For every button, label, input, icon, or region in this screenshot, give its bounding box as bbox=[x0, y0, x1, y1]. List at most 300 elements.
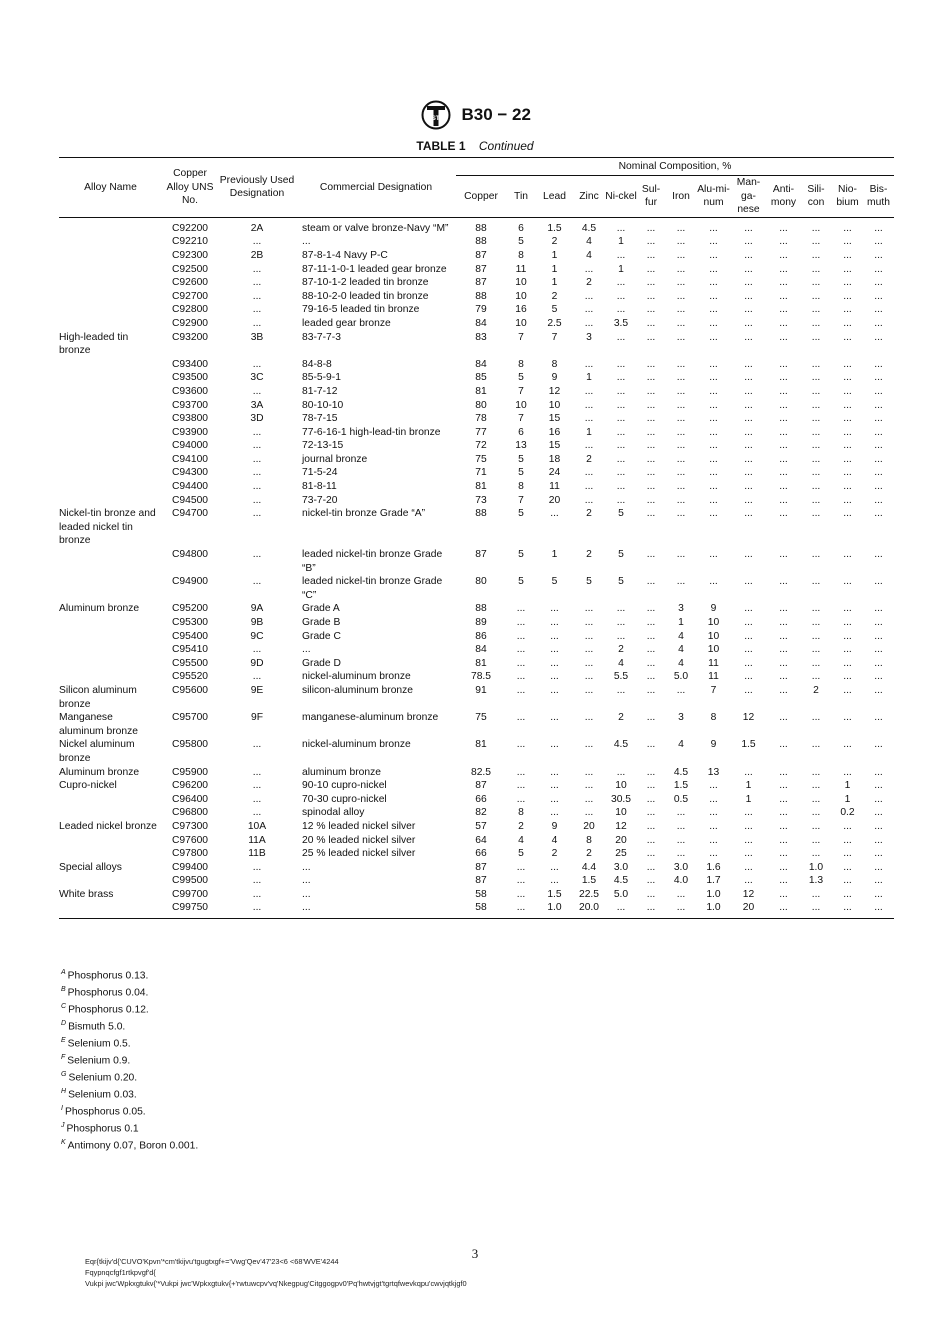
cell-value: 2 bbox=[551, 848, 558, 860]
cell-value: ... bbox=[584, 657, 594, 669]
cell-value: ... bbox=[676, 399, 686, 411]
cell-value: ... bbox=[811, 440, 821, 452]
table-row bbox=[59, 684, 894, 711]
cell-value: ... bbox=[863, 901, 894, 918]
cell-value: ... bbox=[874, 277, 883, 289]
cell-value: 1 bbox=[551, 263, 558, 275]
cell-alloy-name bbox=[59, 263, 162, 277]
cell-value: ... bbox=[646, 385, 656, 397]
cell-value: ... bbox=[811, 426, 821, 438]
cell-value: 4.0 bbox=[673, 875, 689, 887]
cell-value: 80 bbox=[475, 399, 487, 411]
cell-value: ... bbox=[516, 780, 526, 792]
cell-value: 2 bbox=[813, 684, 819, 696]
cell-value: ... bbox=[646, 290, 656, 302]
cell-value: ... bbox=[709, 508, 718, 520]
cell-value: ... bbox=[779, 820, 788, 832]
cell-value: ... bbox=[811, 739, 821, 751]
cell-commercial: 83-7-7-3 bbox=[302, 331, 341, 343]
cell-value: ... bbox=[709, 372, 718, 384]
cell-value: 6 bbox=[518, 426, 524, 438]
page-number: 3 bbox=[471, 1246, 479, 1261]
table-row bbox=[59, 507, 894, 548]
cell-uns: C95900 bbox=[171, 766, 209, 778]
cell-alloy-name: Cupro-nickel bbox=[59, 780, 117, 792]
cell-commercial: ... bbox=[296, 901, 456, 918]
cell-alloy-name: Nickel-tin bronze and leaded nickel tin bronze bbox=[59, 508, 156, 547]
cell-value: ... bbox=[646, 549, 656, 561]
cell-value: ... bbox=[616, 494, 626, 506]
cell-commercial: ... bbox=[302, 875, 311, 887]
cell-value: ... bbox=[646, 453, 656, 465]
table-row bbox=[59, 548, 894, 575]
cell-value: ... bbox=[676, 576, 686, 588]
cell-value: 81 bbox=[475, 385, 487, 397]
cell-value: 1.0 bbox=[536, 901, 573, 918]
cell-value: 8 bbox=[518, 481, 524, 493]
cell-value: ... bbox=[516, 793, 526, 805]
cell-uns: C94800 bbox=[171, 549, 209, 561]
cell-alloy-name bbox=[59, 453, 162, 467]
table-row bbox=[59, 766, 894, 780]
cell-value: ... bbox=[676, 481, 686, 493]
cell-value: ... bbox=[811, 671, 821, 683]
cell-value: 5 bbox=[618, 576, 624, 588]
footnote-mark: K bbox=[61, 1139, 66, 1147]
page-header bbox=[0, 100, 950, 130]
cell-uns: C97300 bbox=[171, 820, 209, 832]
cell-alloy-name: High-leaded tin bronze bbox=[59, 331, 129, 357]
cell-value: 7 bbox=[518, 494, 524, 506]
cell-value: ... bbox=[874, 576, 883, 588]
header-element: Sul-fur bbox=[637, 176, 665, 218]
table-row bbox=[59, 670, 894, 684]
cell-value: 78.5 bbox=[470, 671, 492, 683]
cell-uns: C94000 bbox=[171, 440, 209, 452]
cell-value: 5 bbox=[551, 576, 558, 588]
cell-value: ... bbox=[744, 236, 753, 248]
cell-previous: ... bbox=[252, 644, 262, 656]
cell-value: ... bbox=[843, 426, 852, 438]
cell-value: ... bbox=[646, 317, 656, 329]
table-row bbox=[59, 290, 894, 304]
cell-value: 82 bbox=[475, 807, 487, 819]
cell-commercial: 78-7-15 bbox=[302, 413, 338, 425]
cell-alloy-name bbox=[59, 426, 162, 440]
cell-value: ... bbox=[744, 576, 753, 588]
cell-value: ... bbox=[709, 576, 718, 588]
table-row bbox=[59, 331, 894, 358]
cell-value: 87 bbox=[475, 277, 487, 289]
cell-value: 8 bbox=[518, 249, 524, 261]
table-row bbox=[59, 806, 894, 820]
footnote-mark: E bbox=[61, 1037, 66, 1045]
cell-alloy-name bbox=[59, 616, 162, 630]
cell-uns: C95520 bbox=[171, 671, 209, 683]
table-row bbox=[59, 480, 894, 494]
table-header bbox=[59, 158, 894, 218]
cell-value: ... bbox=[811, 385, 821, 397]
cell-value: ... bbox=[616, 290, 626, 302]
cell-value: ... bbox=[616, 684, 626, 696]
cell-value: ... bbox=[646, 426, 656, 438]
cell-alloy-name bbox=[59, 385, 162, 399]
cell-value: 87 bbox=[475, 875, 487, 887]
cell-value: 10 bbox=[515, 317, 527, 329]
cell-uns: C93500 bbox=[171, 372, 209, 384]
cell-value: ... bbox=[676, 277, 686, 289]
header-element: Copper bbox=[456, 176, 506, 218]
footnote bbox=[61, 1119, 198, 1136]
cell-value: ... bbox=[811, 848, 821, 860]
cell-value: ... bbox=[874, 331, 883, 343]
cell-value: ... bbox=[779, 508, 788, 520]
cell-value: ... bbox=[676, 413, 686, 425]
cell-value: ... bbox=[843, 481, 852, 493]
cell-value: ... bbox=[584, 290, 594, 302]
cell-value: ... bbox=[709, 440, 718, 452]
cell-value: ... bbox=[646, 644, 656, 656]
cell-value: ... bbox=[744, 820, 753, 832]
cell-commercial: nickel-aluminum bronze bbox=[302, 739, 411, 751]
cell-value: ... bbox=[874, 739, 883, 751]
cell-value: ... bbox=[646, 766, 656, 778]
cell-value: ... bbox=[811, 603, 821, 615]
cell-value: 15 bbox=[548, 440, 561, 452]
cell-value: 10 bbox=[615, 807, 627, 819]
footnote bbox=[61, 1000, 198, 1017]
footnote-text: Phosphorus 0.13. bbox=[67, 970, 149, 982]
table-row bbox=[59, 738, 894, 765]
cell-alloy-name bbox=[59, 358, 162, 372]
cell-value: ... bbox=[874, 263, 883, 275]
cell-value: ... bbox=[874, 617, 883, 628]
cell-value: 7 bbox=[710, 684, 717, 696]
cell-value: 88 bbox=[475, 603, 487, 615]
cell-value: 1 bbox=[551, 549, 558, 561]
cell-value: ... bbox=[843, 372, 852, 384]
cell-commercial: ... bbox=[302, 888, 311, 900]
cell-value: 10 bbox=[707, 630, 720, 642]
cell-value: ... bbox=[709, 481, 718, 493]
cell-value: ... bbox=[874, 848, 883, 860]
cell-value: ... bbox=[550, 793, 559, 805]
cell-value: ... bbox=[516, 888, 526, 900]
cell-commercial: 80-10-10 bbox=[302, 399, 344, 411]
cell-value: ... bbox=[811, 413, 821, 425]
cell-value: ... bbox=[874, 834, 883, 846]
cell-value: ... bbox=[811, 372, 821, 384]
cell-value: ... bbox=[646, 603, 656, 615]
cell-previous: ... bbox=[252, 875, 262, 887]
cell-value: ... bbox=[843, 222, 852, 234]
cell-value: ... bbox=[811, 549, 821, 561]
cell-value: 84 bbox=[475, 358, 487, 370]
cell-value: ... bbox=[874, 317, 883, 329]
cell-value: 4 bbox=[551, 834, 558, 846]
cell-value: ... bbox=[843, 848, 852, 860]
cell-value: ... bbox=[584, 807, 594, 819]
cell-value: ... bbox=[516, 644, 526, 656]
cell-value: ... bbox=[516, 603, 526, 615]
cell-uns: C94700 bbox=[171, 508, 209, 520]
cell-value: 1 bbox=[586, 426, 592, 438]
cell-value: ... bbox=[874, 440, 883, 452]
document-number: B30 − 22 bbox=[461, 105, 531, 124]
cell-previous: 9E bbox=[250, 684, 264, 696]
cell-alloy-name bbox=[59, 249, 162, 263]
footnote-mark: C bbox=[61, 1003, 67, 1011]
cell-value: 1 bbox=[844, 793, 851, 805]
cell-value: ... bbox=[874, 630, 883, 642]
cell-value: 88 bbox=[475, 290, 487, 302]
footnote bbox=[61, 1085, 198, 1102]
cell-value: 10 bbox=[515, 399, 527, 411]
cell-value: ... bbox=[676, 358, 686, 370]
table-row bbox=[59, 385, 894, 399]
table-row bbox=[59, 616, 894, 630]
cell-value: ... bbox=[709, 249, 718, 261]
table-row bbox=[59, 888, 894, 902]
footnote-mark: I bbox=[61, 1105, 63, 1113]
table-row bbox=[59, 358, 894, 372]
cell-value: 1.5 bbox=[581, 875, 597, 887]
cell-value: 9 bbox=[710, 739, 717, 751]
footnote-text: Selenium 0.9. bbox=[67, 1055, 131, 1067]
cell-value: ... bbox=[550, 508, 559, 520]
cell-value: ... bbox=[676, 426, 686, 438]
cell-value: ... bbox=[584, 317, 594, 329]
cell-value: ... bbox=[779, 440, 788, 452]
cell-previous: ... bbox=[252, 576, 262, 588]
cell-value: ... bbox=[516, 630, 526, 642]
cell-alloy-name: Aluminum bronze bbox=[59, 766, 140, 778]
table-row bbox=[59, 874, 894, 888]
cell-previous: ... bbox=[252, 277, 262, 289]
cell-alloy-name bbox=[59, 235, 162, 249]
cell-previous: 9D bbox=[250, 657, 264, 669]
cell-value: 2 bbox=[551, 290, 558, 302]
cell-value: 2 bbox=[586, 549, 592, 561]
cell-value: ... bbox=[744, 494, 753, 506]
cell-value: ... bbox=[550, 807, 559, 819]
cell-value: ... bbox=[843, 657, 852, 669]
cell-value: ... bbox=[779, 249, 788, 261]
cell-value: 1.5 bbox=[547, 222, 562, 234]
cell-value: ... bbox=[744, 508, 753, 520]
cell-value: ... bbox=[709, 413, 718, 425]
table-row bbox=[59, 630, 894, 644]
header-element: Zinc bbox=[573, 176, 605, 218]
cell-value: 5 bbox=[518, 549, 524, 561]
cell-value: ... bbox=[779, 684, 788, 696]
cell-alloy-name bbox=[59, 834, 162, 848]
cell-alloy-name bbox=[59, 480, 162, 494]
cell-value: ... bbox=[843, 440, 852, 452]
cell-value: ... bbox=[584, 494, 594, 506]
cell-commercial: 12 % leaded nickel silver bbox=[302, 820, 416, 832]
cell-value: ... bbox=[874, 481, 883, 493]
cell-commercial: journal bronze bbox=[302, 453, 368, 465]
cell-value: ... bbox=[584, 603, 594, 615]
watermark-line: Fqypnqcfgf1rtkpvgf'd{ bbox=[85, 1268, 156, 1277]
cell-value: ... bbox=[550, 617, 559, 628]
cell-value: ... bbox=[676, 807, 686, 819]
cell-value: ... bbox=[744, 630, 753, 642]
cell-uns: C92210 bbox=[171, 236, 209, 248]
cell-value: ... bbox=[874, 793, 883, 805]
cell-value: 75 bbox=[475, 453, 487, 465]
table-row bbox=[59, 249, 894, 263]
cell-value: ... bbox=[779, 644, 788, 656]
cell-commercial: spinodal alloy bbox=[302, 807, 365, 819]
cell-value: ... bbox=[584, 684, 594, 696]
cell-value: ... bbox=[843, 671, 852, 683]
cell-value: 7 bbox=[518, 331, 524, 343]
cell-value: 20 bbox=[548, 494, 561, 506]
cell-value: ... bbox=[874, 644, 883, 656]
cell-value: 5.0 bbox=[673, 671, 689, 683]
table-row bbox=[59, 494, 894, 508]
cell-commercial: 70-30 cupro-nickel bbox=[302, 793, 387, 805]
cell-value: ... bbox=[744, 834, 753, 846]
cell-value: 1 bbox=[551, 277, 558, 289]
cell-value: 4 bbox=[678, 630, 684, 642]
cell-value: ... bbox=[744, 317, 753, 329]
cell-uns: C95300 bbox=[171, 617, 209, 628]
footnote-text: Antimony 0.07, Boron 0.001. bbox=[67, 1140, 199, 1152]
cell-value: ... bbox=[709, 549, 718, 561]
cell-value: ... bbox=[646, 467, 656, 479]
cell-value: ... bbox=[874, 766, 883, 778]
cell-value: 11 bbox=[708, 671, 719, 683]
cell-value: ... bbox=[584, 630, 594, 642]
footnote-text: Phosphorus 0.04. bbox=[67, 987, 149, 999]
table-row bbox=[59, 317, 894, 331]
footnote-text: Selenium 0.5. bbox=[67, 1038, 131, 1050]
cell-value: ... bbox=[584, 263, 594, 275]
cell-value: ... bbox=[744, 263, 753, 275]
cell-alloy-name bbox=[59, 901, 162, 918]
cell-previous: ... bbox=[252, 304, 262, 316]
cell-value: ... bbox=[874, 494, 883, 506]
cell-uns: C92800 bbox=[171, 304, 209, 316]
cell-value: ... bbox=[874, 399, 883, 411]
footnote-text: Selenium 0.20. bbox=[68, 1072, 138, 1084]
cell-value: ... bbox=[874, 888, 883, 900]
cell-previous: ... bbox=[252, 494, 262, 506]
cell-value: ... bbox=[646, 793, 656, 805]
cell-value: 71 bbox=[475, 467, 487, 479]
cell-uns: C92200 bbox=[171, 222, 209, 234]
cell-value: ... bbox=[676, 290, 686, 302]
cell-value: 5 bbox=[518, 576, 524, 588]
cell-value: ... bbox=[744, 453, 753, 465]
cell-value: 11 bbox=[708, 657, 719, 669]
cell-value: ... bbox=[676, 372, 686, 384]
cell-value: 1.0 bbox=[808, 861, 824, 873]
cell-value: 81 bbox=[475, 739, 487, 751]
cell-value: ... bbox=[843, 399, 852, 411]
cell-value: ... bbox=[843, 385, 852, 397]
cell-alloy-name bbox=[59, 874, 162, 888]
cell-value: ... bbox=[874, 780, 883, 792]
footnote bbox=[61, 1136, 198, 1153]
footnote bbox=[61, 1051, 198, 1068]
table-row bbox=[59, 426, 894, 440]
cell-value: ... bbox=[646, 712, 656, 724]
cell-value: 1.5 bbox=[673, 780, 689, 792]
cell-value: ... bbox=[874, 453, 883, 465]
cell-value: ... bbox=[779, 875, 788, 887]
cell-commercial: leaded gear bronze bbox=[302, 317, 391, 329]
cell-value: 79 bbox=[475, 304, 487, 316]
cell-value: ... bbox=[676, 249, 686, 261]
cell-value: ... bbox=[584, 780, 594, 792]
cell-previous: 10A bbox=[247, 820, 267, 832]
table-row bbox=[59, 793, 894, 807]
cell-value: 24 bbox=[548, 467, 561, 479]
cell-value: ... bbox=[550, 630, 559, 642]
cell-value: ... bbox=[709, 453, 718, 465]
cell-value: ... bbox=[811, 222, 821, 234]
cell-value: ... bbox=[709, 793, 718, 805]
cell-value: 7 bbox=[518, 385, 524, 397]
cell-value: 4 bbox=[586, 249, 592, 261]
cell-value: ... bbox=[616, 222, 626, 234]
cell-value: ... bbox=[779, 630, 788, 642]
cell-value: ... bbox=[811, 481, 821, 493]
cell-value: ... bbox=[874, 603, 883, 615]
cell-value: ... bbox=[843, 413, 852, 425]
cell-alloy-name bbox=[59, 317, 162, 331]
cell-value: 1.7 bbox=[706, 875, 721, 887]
table-row bbox=[59, 371, 894, 385]
cell-value: ... bbox=[709, 317, 718, 329]
cell-value: 2 bbox=[551, 236, 558, 248]
cell-value: 75 bbox=[475, 712, 487, 724]
cell-value: ... bbox=[811, 494, 821, 506]
cell-value: ... bbox=[843, 236, 852, 248]
cell-value: ... bbox=[874, 671, 883, 683]
cell-value: ... bbox=[874, 290, 883, 302]
cell-commercial: Grade A bbox=[302, 603, 340, 615]
cell-value: 58 bbox=[456, 901, 506, 918]
table-row bbox=[59, 466, 894, 480]
cell-value: ... bbox=[646, 848, 656, 860]
cell-previous: ... bbox=[252, 358, 262, 370]
cell-value: ... bbox=[646, 304, 656, 316]
cell-value: ... bbox=[811, 290, 821, 302]
cell-commercial: nickel-tin bronze Grade “A” bbox=[302, 508, 426, 520]
cell-value: ... bbox=[676, 820, 686, 832]
cell-value: ... bbox=[744, 617, 753, 628]
footnote-text: Phosphorus 0.12. bbox=[68, 1004, 149, 1016]
footnote bbox=[61, 1034, 198, 1051]
cell-commercial: aluminum bronze bbox=[302, 766, 381, 778]
cell-value: ... bbox=[779, 481, 788, 493]
header-element: Iron bbox=[665, 176, 697, 218]
cell-value: 87 bbox=[475, 549, 487, 561]
header-element: Man-ga-nese bbox=[730, 176, 767, 218]
cell-alloy-name bbox=[59, 290, 162, 304]
table-row bbox=[59, 575, 894, 602]
table-label: TABLE 1 bbox=[416, 139, 466, 153]
cell-previous: ... bbox=[252, 263, 262, 275]
cell-value: 2 bbox=[586, 508, 592, 520]
cell-value: 4.5 bbox=[613, 875, 629, 887]
cell-value: ... bbox=[676, 317, 686, 329]
